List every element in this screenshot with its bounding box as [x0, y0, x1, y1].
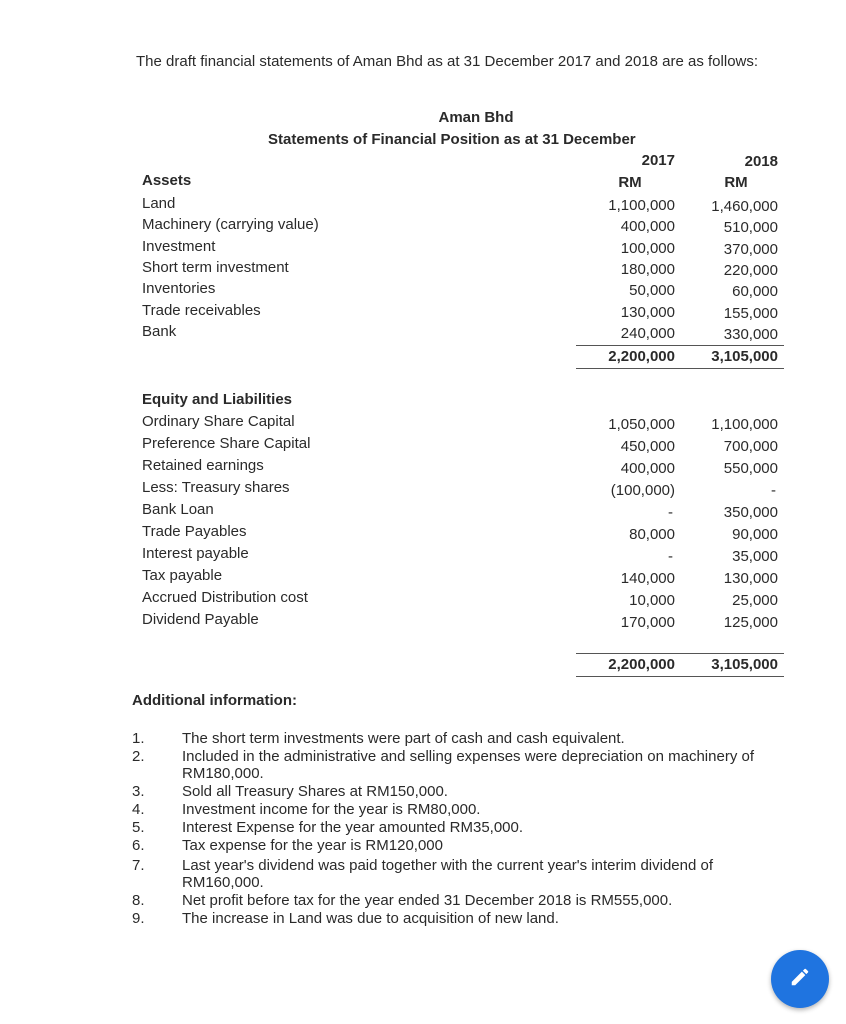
equity-total-rule [576, 676, 784, 677]
statement-title: Statements of Financial Position as at 31 December [268, 131, 636, 148]
equity-label: Dividend Payable [142, 611, 259, 628]
additional-info-item: The short term investments were part of cash and cash equivalent. [182, 730, 625, 747]
asset-value-2017: 100,000 [620, 239, 675, 257]
equity-value-2018: 350,000 [723, 504, 778, 521]
asset-value-2017: 240,000 [620, 324, 675, 342]
additional-info-item: The increase in Land was due to acquisition of new land. [182, 910, 559, 927]
item-number: 1. [132, 730, 145, 747]
equity-label: Trade Payables [142, 523, 247, 540]
asset-label: Short term investment [142, 258, 289, 276]
equity-value-2018: 1,100,000 [711, 416, 778, 433]
asset-label: Machinery (carrying value) [142, 216, 319, 234]
assets-total-2018: 3,105,000 [711, 348, 778, 365]
equity-value-2017: 140,000 [620, 570, 675, 587]
asset-value-2017: 50,000 [629, 282, 675, 300]
additional-info-item: Interest Expense for the year amounted RM35,000. [182, 819, 524, 836]
assets-subtotal-rule [576, 345, 784, 346]
equity-value-2017: 450,000 [620, 438, 675, 455]
additional-info-item: Sold all Treasury Shares at RM150,000. [182, 783, 448, 800]
asset-value-2018: 330,000 [723, 325, 778, 343]
assets-total-rule [576, 368, 784, 369]
asset-value-2017: 130,000 [620, 303, 675, 321]
asset-value-2018: 370,000 [723, 240, 778, 258]
equity-value-2017: - [668, 548, 673, 565]
column-year-2017: 2017 [641, 152, 675, 169]
equity-value-2018: 25,000 [732, 592, 778, 609]
equity-label: Ordinary Share Capital [142, 413, 295, 430]
equity-value-2018: 130,000 [723, 570, 778, 587]
equity-heading: Equity and Liabilities [142, 391, 293, 408]
column-unit-2017: RM [618, 174, 642, 191]
equity-value-2017: 80,000 [629, 526, 675, 543]
equity-value-2017: (100,000) [610, 482, 675, 499]
equity-value-2017: 170,000 [620, 614, 675, 631]
equity-value-2017: - [668, 504, 673, 521]
equity-label: Preference Share Capital [142, 435, 311, 452]
asset-value-2017: 180,000 [620, 260, 675, 278]
item-number: 4. [132, 801, 145, 818]
equity-subtotal-rule [576, 653, 784, 654]
additional-info-item: Last year's dividend was paid together with the current year's interim dividend of RM160,000. [182, 857, 714, 891]
company-name: Aman Bhd [438, 109, 514, 126]
item-number: 5. [132, 819, 145, 836]
equity-label: Bank Loan [142, 501, 214, 518]
asset-value-2018: 220,000 [723, 261, 778, 279]
equity-label: Tax payable [142, 567, 223, 584]
equity-value-2017: 400,000 [620, 460, 675, 477]
item-number: 3. [132, 783, 145, 800]
equity-label: Less: Treasury shares [142, 479, 290, 496]
column-unit-2018: RM [724, 174, 748, 191]
additional-info-item: Investment income for the year is RM80,000. [182, 801, 481, 818]
item-number: 6. [132, 837, 145, 854]
asset-value-2017: 400,000 [620, 218, 675, 236]
item-number: 7. [132, 857, 145, 874]
asset-value-2018: 1,460,000 [711, 198, 778, 215]
asset-value-2017: 1,100,000 [608, 197, 675, 214]
asset-value-2018: 510,000 [723, 219, 778, 237]
additional-info-item: Included in the administrative and selling expenses were depreciation on machinery of RM180,000. [182, 748, 754, 782]
additional-info-heading: Additional information: [132, 692, 297, 709]
equity-total-2018: 3,105,000 [711, 656, 778, 673]
item-number: 8. [132, 892, 145, 909]
column-year-2018: 2018 [744, 153, 778, 170]
assets-heading: Assets [142, 172, 192, 189]
equity-label: Accrued Distribution cost [142, 589, 308, 606]
asset-label: Inventories [142, 280, 216, 298]
assets-total-2017: 2,200,000 [608, 348, 675, 365]
equity-value-2017: 1,050,000 [608, 416, 675, 433]
item-number: 2. [132, 748, 145, 765]
equity-label: Interest payable [142, 545, 249, 562]
asset-value-2018: 155,000 [723, 304, 778, 322]
equity-value-2018: 700,000 [723, 438, 778, 455]
additional-info-item: Tax expense for the year is RM120,000 [182, 837, 443, 854]
asset-value-2018: 60,000 [732, 283, 778, 301]
equity-value-2018: 550,000 [723, 460, 778, 477]
asset-label: Investment [142, 237, 216, 255]
asset-label: Trade receivables [142, 301, 261, 319]
intro-paragraph: The draft financial statements of Aman Bhd as at 31 December 2017 and 2018 are as follows: [136, 53, 759, 70]
equity-total-2017: 2,200,000 [608, 656, 675, 673]
equity-label: Retained earnings [142, 457, 264, 474]
equity-value-2018: 35,000 [732, 548, 778, 565]
equity-value-2018: 90,000 [732, 526, 778, 543]
edit-button[interactable] [771, 950, 829, 1008]
asset-label: Land [142, 195, 176, 212]
additional-info-item: Net profit before tax for the year ended 31 December 2018 is RM555,000. [182, 892, 673, 909]
asset-label: Bank [142, 322, 177, 340]
equity-value-2018: - [771, 482, 776, 499]
item-number: 9. [132, 910, 145, 927]
equity-value-2017: 10,000 [629, 592, 675, 609]
equity-value-2018: 125,000 [723, 614, 778, 631]
pencil-icon [789, 966, 811, 993]
